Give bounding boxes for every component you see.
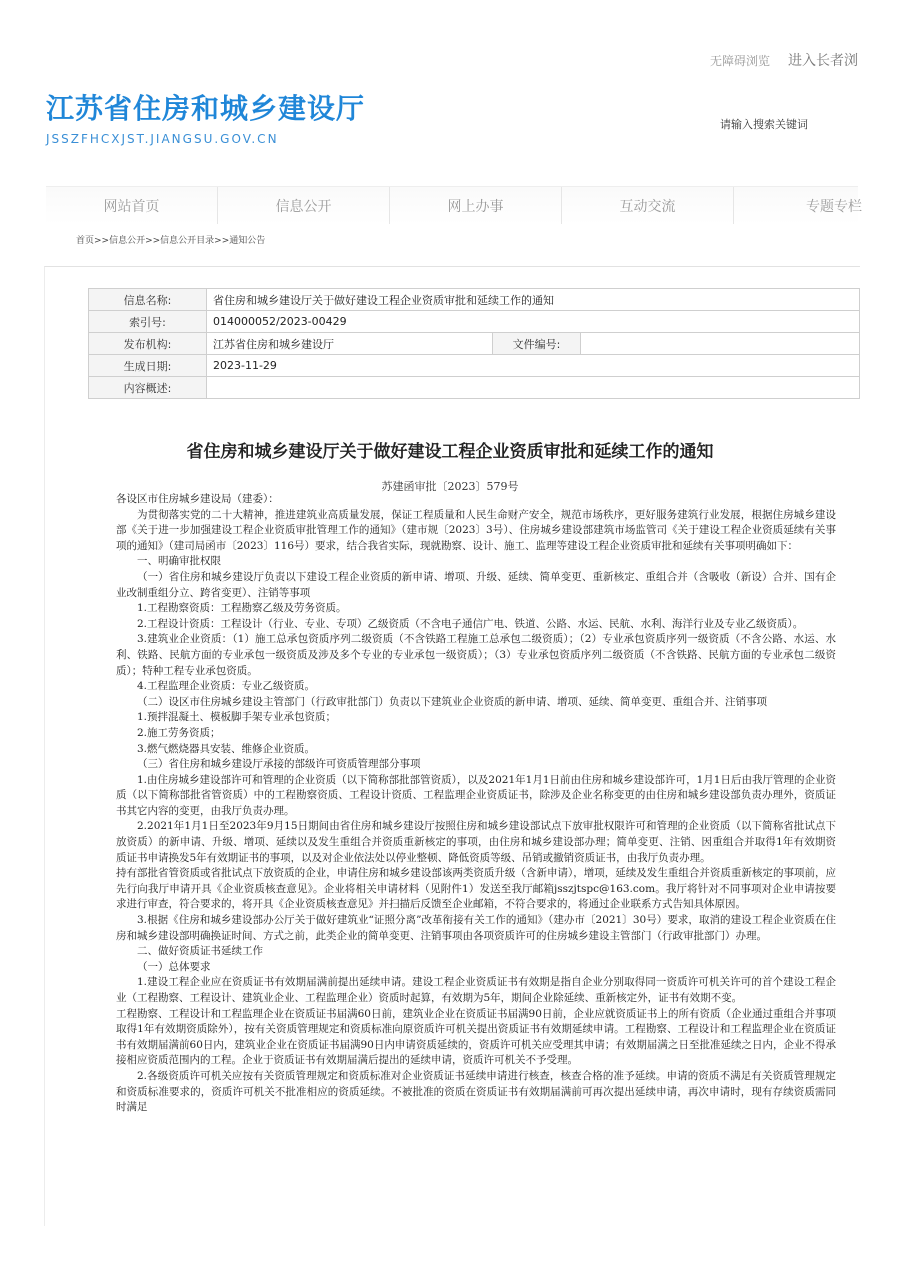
article-paragraph: 2.施工劳务资质； <box>137 726 221 739</box>
info-label: 生成日期: <box>89 355 207 377</box>
article-paragraph: （一）省住房和城乡建设厅负责以下建设工程企业资质的新申请、增项、升级、延续、简单变更、重新核定、重组合并（含吸收（新设）合并、国有企业改制重组分立、跨省变更）、注销等事项 <box>116 570 836 599</box>
article-paragraph: 3.建筑业企业资质：（1）施工总承包资质序列二级资质（不含铁路工程施工总承包二级资质）；（2）专业承包资质序列一级资质（不含公路、水运、水利、铁路、民航方面的专业承包一级资质及涉及多个专业的专业承包一级资质）；（3）专业承包资质序列二级资质（不含铁路、民航方面的专业承包二级资质）；特种工程专业承包资质。 <box>116 633 836 677</box>
accessibility-link[interactable]: 无障碍浏览 <box>709 54 770 68</box>
document-info-table <box>88 288 860 399</box>
info-index-value: 014000052/2023-00429 <box>207 311 860 333</box>
article-paragraph: 一、明确审批权限 <box>137 555 221 568</box>
article-paragraph: 1.由住房城乡建设部许可和管理的企业资质（以下简称部批部管资质），以及2021年1月1日前由住房和城乡建设部许可，1月1日后由我厅管理的企业资质（以下简称部批省管资质）中的工程勘察资质、工程设计资质、工程监理企业资质证书，除涉及企业名称变更的由住房和城乡建设部负责办理外，资质证书其它内容的变更，由我厅负责办理。 <box>116 773 836 817</box>
info-name-value: 省住房和城乡建设厅关于做好建设工程企业资质审批和延续工作的通知 <box>207 289 860 311</box>
article-body <box>116 492 836 1116</box>
info-date-value: 2023-11-29 <box>207 355 860 377</box>
info-label: 文件编号: <box>493 333 581 355</box>
breadcrumb[interactable]: 首页>>信息公开>>信息公开目录>>通知公告 <box>76 236 266 246</box>
article-paragraph: （一）总体要求 <box>137 960 211 973</box>
site-name: 江苏省住房和城乡建设厅 <box>46 92 366 125</box>
nav-item-info-disclosure[interactable]: 信息公开 <box>218 187 390 224</box>
info-label: 内容概述: <box>89 377 207 399</box>
nav-item-interaction[interactable]: 互动交流 <box>562 187 734 224</box>
nav-item-special-topics[interactable]: 专题专栏 <box>806 198 862 215</box>
info-label: 索引号: <box>89 311 207 333</box>
table-row <box>89 289 860 311</box>
nav-item-online-services[interactable]: 网上办事 <box>390 187 562 224</box>
article-paragraph: 为贯彻落实党的二十大精神，推进建筑业高质量发展，保证工程质量和人民生命财产安全，规范市场秩序，更好服务建筑行业发展，根据住房城乡建设部《关于进一步加强建设工程企业资质审批管理工作的通知》（建市规〔2023〕3号）、住房城乡建设部建筑市场监管司《关于建设工程企业资质延续有关事项的通知》（建司局函市〔2023〕116号）要求，结合我省实际，现就勘察、设计、施工、监理等建设工程企业资质审批和延续有关事项明确如下： <box>116 508 836 552</box>
article-paragraph: 3.根据《住房和城乡建设部办公厅关于做好建筑业“证照分离”改革衔接有关工作的通知》（建办市〔2021〕30号）要求，取消的建设工程企业资质在住房和城乡建设部明确换证时间、方式之前，此类企业的简单变更、注销事项由各项资质许可的住房城乡建设主管部门（行政审批部门）办理。 <box>116 914 836 942</box>
article-paragraph: 2.工程设计资质：工程设计（行业、专业、专项）乙级资质（不含电子通信广电、铁道、公路、水运、民航、水利、海洋行业及专业乙级资质）。 <box>137 617 804 630</box>
article-paragraph: 2.2021年1月1日至2023年9月15日期间由省住房和城乡建设厅按照住房和城乡建设部试点下放审批权限许可和管理的企业资质（以下简称省批试点下放资质）的新申请、升级、增项、延续以及发生重组合并资质重新核定的事项，由住房和城乡建设部办理；简单变更、注销、因重组合并取得1年有效期资质证书申请换发5年有效期证书的事项，以及对企业依法处以停业整顿、降低资质等级、吊销或撤销资质证书，由我厅负责办理。 <box>116 820 836 864</box>
article-paragraph: 2.各级资质许可机关应按有关资质管理规定和资质标准对企业资质证书延续申请进行核查，核查合格的准予延续。申请的资质不满足有关资质管理规定和资质标准要求的，资质许可机关不批准相应的资质延续。不被批准的资质在资质证书有效期届满前可再次提出延续申请，再次申请时，现有存续资质需同时满足 <box>116 1069 836 1114</box>
main-nav <box>46 186 862 224</box>
table-row <box>89 355 860 377</box>
article-paragraph: 工程勘察、工程设计和工程监理企业在资质证书届满60日前，建筑业企业在资质证书届满90日前，企业应就资质证书上的所有资质（企业通过重组合并事项取得1年有效期资质除外），按有关资质管理规定和资质标准向原资质许可机关提出资质证书有效期延续申请。工程勘察、工程设计和工程监理企业在资质证书有效期届满前60日内，建筑业企业在资质证书届满90日内申请资质延续的，资质许可机关应受理其申请；有效期届满之日至批准延续之日内，企业不得承接相应资质范围内的工程。企业于资质证书有效期届满后提出的延续申请，资质许可机关不予受理。 <box>116 1007 836 1067</box>
elder-mode-link[interactable]: 进入长者浏 <box>788 53 858 69</box>
info-file-no-value <box>581 333 860 355</box>
article-paragraph: 1.建设工程企业应在资质证书有效期届满前提出延续申请。建设工程企业资质证书有效期是指自企业分别取得同一资质许可机关许可的首个建设工程企业（工程勘察、工程设计、建筑业企业、工程监理企业）资质时起算，有效期为5年，期间企业除延续、重新核定外，证书有效期不变。 <box>116 976 836 1004</box>
table-row <box>89 333 860 355</box>
document-number: 苏建函审批〔2023〕579号 <box>381 480 519 493</box>
top-links <box>710 50 858 70</box>
info-issuer-value: 江苏省住房和城乡建设厅 <box>207 333 493 355</box>
article-paragraph: 1.预拌混凝土、模板脚手架专业承包资质； <box>137 711 337 724</box>
info-summary-value <box>207 377 860 399</box>
article-paragraph: 3.燃气燃烧器具安装、维修企业资质。 <box>137 742 316 755</box>
table-row <box>89 377 860 399</box>
article-paragraph: 1.工程勘察资质：工程勘察乙级及劳务资质。 <box>137 602 347 615</box>
article-paragraph: （三）省住房和城乡建设厅承接的部级许可资质管理部分事项 <box>137 758 421 771</box>
article-paragraph: 二、做好资质证书延续工作 <box>137 945 263 958</box>
search-input[interactable]: 请输入搜索关键词 <box>720 118 808 131</box>
article-paragraph: （二）设区市住房城乡建设主管部门（行政审批部门）负责以下建筑业企业资质的新申请、增项、延续、简单变更、重组合并、注销事项 <box>137 695 767 708</box>
article-paragraph: 持有部批省管资质或省批试点下放资质的企业，申请住房和城乡建设部该两类资质升级（含新申请），增项，延续及发生重组合并资质重新核定的事项前，应先行向我厅申请开具《企业资质核查意见》。企业将相关申请材料（见附件1）发送至我厅邮箱jsszjtspc@163.com。我厅将针对不同事项对企业申请按要求进行审查，符合要求的，将开具《企业资质核查意见》并扫描后反馈至企业邮箱，不符合要求的，将通过企业联系方式告知具体原因。 <box>116 867 836 911</box>
article-paragraph: 各设区市住房城乡建设局（建委）： <box>116 493 279 505</box>
table-row <box>89 311 860 333</box>
article-title: 省住房和城乡建设厅关于做好建设工程企业资质审批和延续工作的通知 <box>186 442 714 462</box>
article-paragraph: 4.工程监理企业资质：专业乙级资质。 <box>137 680 316 693</box>
nav-item-home[interactable]: 网站首页 <box>46 187 218 224</box>
info-label: 信息名称: <box>89 289 207 311</box>
info-label: 发布机构: <box>89 333 207 355</box>
site-domain: JSSZFHCXJST.JIANGSU.GOV.CN <box>46 132 279 146</box>
site-logo[interactable] <box>46 92 365 146</box>
